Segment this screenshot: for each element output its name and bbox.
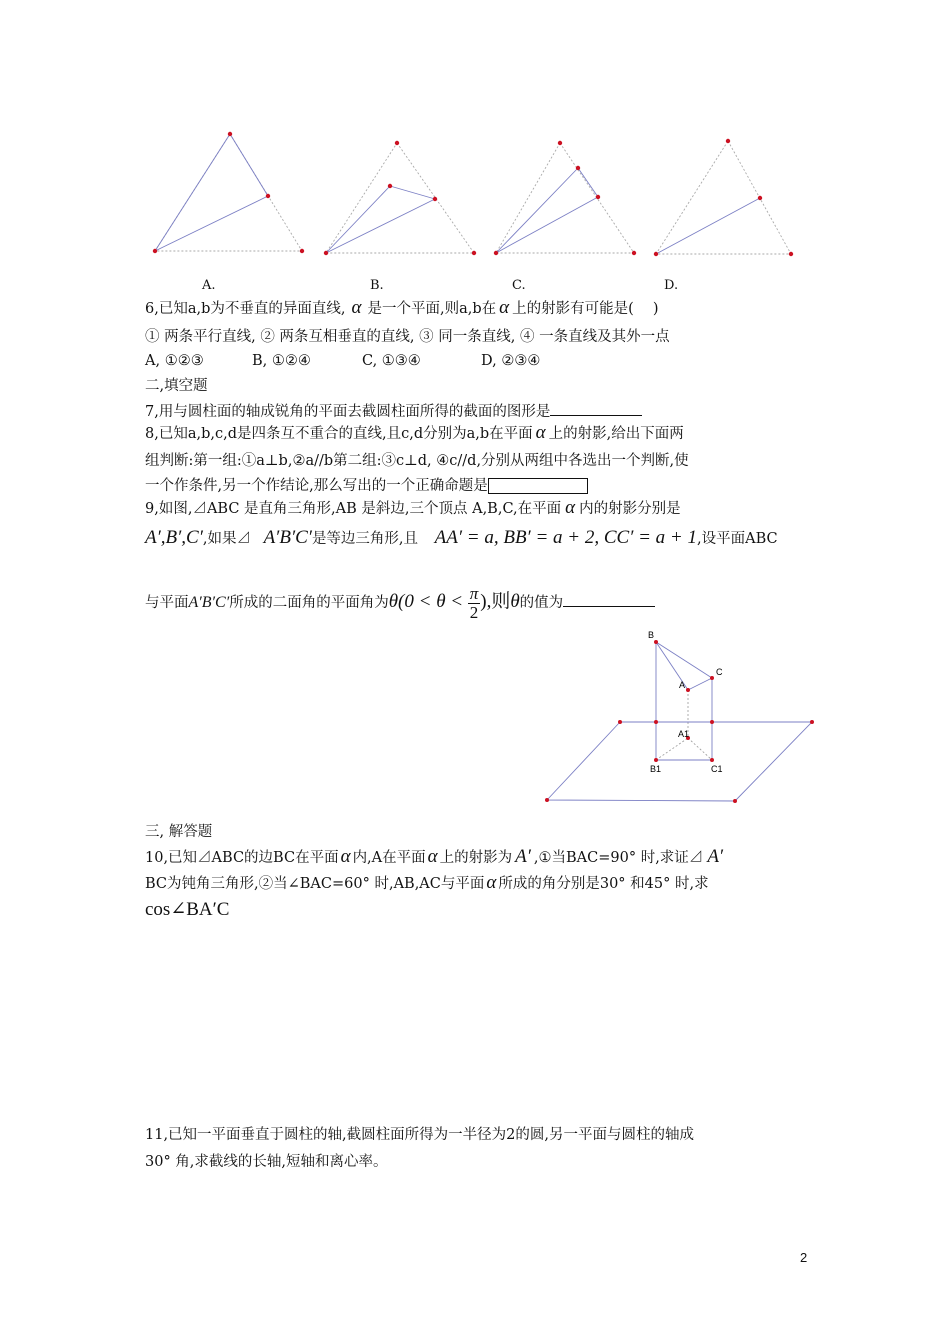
label-c: C [716,667,723,677]
section2-title: 二,填空题 [145,378,208,394]
label-a1: A1 [678,729,690,739]
q6-stem: 6,已知a,b为不垂直的异面直线, α 是一个平面,则a,b在 α 上的射影有可能是( ) [145,297,659,318]
q6-choice-c: C, ①③④ [362,353,421,369]
figure-label-a: A. [202,278,216,293]
q6-choice-d: D, ②③④ [481,353,541,369]
label-b: B [648,630,655,640]
figure-c [494,141,636,255]
figure-label-d: D. [664,278,679,293]
q11-line2: 30° 角,求截线的长轴,短轴和离心率。 [145,1154,388,1170]
figure-d [654,139,793,256]
label-c1: C1 [711,764,723,774]
q7-text: 7,用与圆柱面的轴成锐角的平面去截圆柱面所得的截面的图形是 [145,401,642,422]
figure-a [153,132,304,253]
section3-title: 三, 解答题 [145,824,213,840]
q10-line3: cos∠BA′C [145,899,230,920]
prism-figure [540,625,820,810]
label-b1: B1 [650,764,662,774]
option-figures [140,125,810,265]
q8-line3: 一个作条件,另一个作结论,那么写出的一个正确命题是 [145,476,588,496]
figure-b [324,141,476,255]
q6-choice-a: A, ①②③ [145,353,204,369]
q9-line1: 9,如图,⊿ABC 是直角三角形,AB 是斜边,三个顶点 A,B,C,在平面 α 内的射影分别是 [145,497,681,518]
q9-line3: 与平面A′B′C′所成的二面角的平面角为θ(0 < θ < $\frac{\pi}{2}$ ),则θ的值为 [145,582,655,623]
label-a: A [679,680,686,690]
q9-line2: A′,B′,C′,如果⊿ A′B′C′是等边三角形,且 AA′ = a, BB′ = a + 2, CC′ = a + 1,设平面ABC [145,527,778,548]
page-number: 2 [800,1250,808,1265]
figure-label-c: C. [512,278,526,293]
q6-options: ① 两条平行直线, ② 两条互相垂直的直线, ③ 同一条直线, ④ 一条直线及其外一点 [145,329,670,345]
figure-label-b: B. [370,278,384,293]
q9-answer-blank[interactable] [563,592,655,607]
q10-line2: BC为钝角三角形,②当∠BAC=60° 时,AB,AC与平面 α 所成的角分别是30° 和45° 时,求 [145,872,709,893]
q8-answer-box[interactable] [488,478,588,494]
q8-line2: 组判断:第一组:①a⊥b,②a//b第二组:③c⊥d, ④c//d,分别从两组中各选出一个判断,使 [145,453,689,469]
q8-line1: 8,已知a,b,c,d是四条互不重合的直线,且c,d分别为a,b在平面 α 上的射影,给出下面两 [145,422,684,443]
q11-line1: 11,已知一平面垂直于圆柱的轴,截圆柱面所得为一半径为2的圆,另一平面与圆柱的轴成 [145,1127,695,1143]
q10-line1: 10,已知⊿ABC的边BC在平面 α 内,A在平面 α 上的射影为 A′ ,①当BAC=90° 时,求证⊿ A′ [145,846,724,867]
pi-over-2: $\frac{\pi}{2}$ [469,583,479,622]
q6-choice-b: B, ①②④ [252,353,311,369]
q7-answer-blank[interactable] [550,401,642,416]
